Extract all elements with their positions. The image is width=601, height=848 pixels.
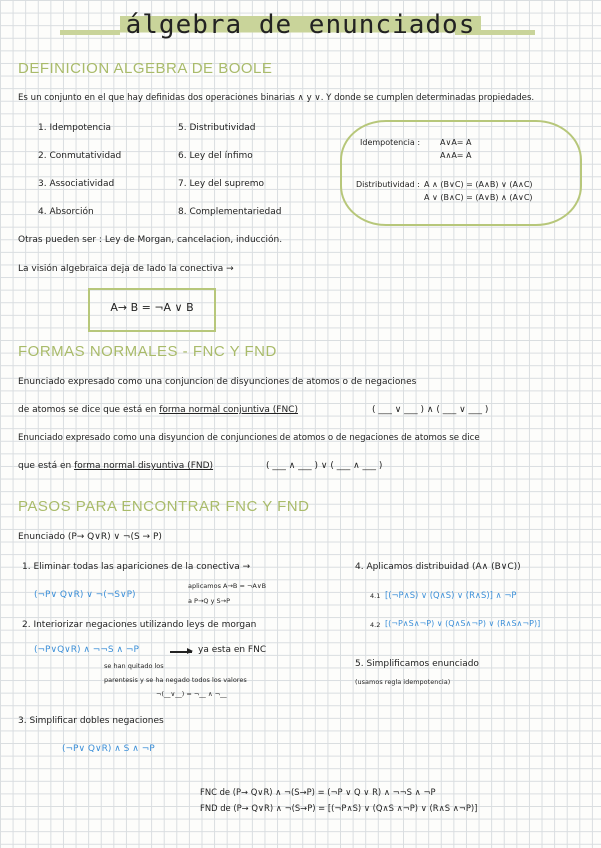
property-8: 8. Complementariedad — [178, 207, 282, 217]
property-5: 5. Distributividad — [178, 123, 256, 133]
fnc-definition-line-2 — [18, 405, 298, 415]
fnc-pattern: ( ___ ∨ ___ ) ∧ ( ___ ∨ ___ ) — [372, 405, 489, 415]
step-4-2-formula: [(¬P∧S∧¬P) ∨ (Q∧S∧¬P) ∨ (R∧S∧¬P)] — [385, 619, 541, 628]
step-4-1-label: 4.1 — [370, 592, 381, 600]
step-3-formula: (¬P∨ Q∨R) ∧ S ∧ ¬P — [62, 744, 155, 754]
implication-formula: A→ B = ¬A ∨ B — [110, 301, 194, 314]
step-1-formula: (¬P∨ Q∨R) ∨ ¬(¬S∨P) — [34, 590, 136, 600]
step-2-note-1: se han quitado los — [104, 662, 164, 670]
step-4-1-formula: [(¬P∧S) ∨ (Q∧S) ∨ (R∧S)] ∧ ¬P — [385, 590, 517, 600]
step-2-formula: (¬P∨Q∨R) ∧ ¬¬S ∧ ¬P — [34, 645, 139, 655]
section-header-pasos: PASOS PARA ENCONTRAR FNC Y FND — [18, 498, 310, 515]
distributividad-label: Distributividad : — [356, 180, 420, 189]
step-2-note-3: ¬(__∨__) = ¬__ ∧ ¬__ — [156, 690, 227, 698]
step-3-text: 3. Simplificar dobles negaciones — [18, 716, 164, 726]
property-1: 1. Idempotencia — [38, 123, 112, 133]
property-4: 4. Absorción — [38, 207, 94, 217]
step-5-text: 5. Simplificamos enunciado — [355, 659, 479, 669]
page-title: álgebra de enunciados — [0, 10, 601, 40]
property-2: 2. Conmutatividad — [38, 151, 122, 161]
algebraic-vision-text: La visión algebraica deja de lado la conectiva → — [18, 264, 234, 274]
step-1-note-2: a P→Q y S→P — [188, 597, 231, 605]
distributividad-rule-1: A ∧ (B∨C) = (A∧B) ∨ (A∧C) — [424, 180, 533, 189]
boole-intro-text: Es un conjunto en el que hay definidas dos operaciones binarias ∧ y ∨. Y donde se cumplen determinadas propiedades. — [18, 93, 535, 103]
example-enunciado: Enunciado (P→ Q∨R) ∨ ¬(S → P) — [18, 532, 162, 542]
fnd-result: FND de (P→ Q∨R) ∧ ¬(S→P) = [(¬P∧S) ∨ (Q∧S ∧¬P) ∨ (R∧S ∧¬P)] — [200, 803, 478, 813]
properties-cloud — [340, 120, 582, 226]
step-2-result: ya esta en FNC — [198, 645, 267, 655]
other-properties-text: Otras pueden ser : Ley de Morgan, cancelacion, inducción. — [18, 235, 283, 245]
property-3: 3. Associatividad — [38, 179, 115, 189]
idempotencia-label: Idempotencia : — [360, 138, 421, 147]
step-2-text: 2. Interiorizar negaciones utilizando leys de morgan — [22, 620, 257, 630]
fnc-term: forma normal conjuntiva (FNC) — [159, 405, 298, 415]
section-header-boole: DEFINICION ALGEBRA DE BOOLE — [18, 60, 273, 77]
fnd-definition-line-1: Enunciado expresado como una disyuncion de conjunciones de atomos o de negaciones de atomos se dice — [18, 433, 480, 443]
fnd-definition-prefix: que está en — [18, 461, 72, 471]
step-4-text: 4. Aplicamos distribuidad (A∧ (B∨C)) — [355, 562, 521, 572]
section-header-formas-normales: FORMAS NORMALES - FNC Y FND — [18, 343, 277, 360]
step-2-note-2: parentesis y se ha negado todos los valores — [104, 676, 247, 684]
fnc-definition-line-1: Enunciado expresado como una conjuncion de disyunciones de atomos o de negaciones — [18, 377, 417, 387]
property-7: 7. Ley del supremo — [178, 179, 265, 189]
fnc-definition-prefix: de atomos se dice que está en — [18, 405, 157, 415]
idempotencia-rule-2: A∧A= A — [440, 151, 472, 160]
fnd-definition-line-2 — [18, 461, 213, 471]
step-4-2-label: 4.2 — [370, 621, 381, 629]
step-1-note-1: aplicamos A→B = ¬A∨B — [188, 582, 267, 590]
step-5-note: (usamos regla idempotencia) — [355, 678, 451, 686]
property-6: 6. Ley del ínfimo — [178, 151, 253, 161]
step-2-arrow — [170, 651, 192, 653]
step-1-text: 1. Eliminar todas las apariciones de la conectiva → — [22, 562, 251, 572]
distributividad-rule-2: A ∨ (B∧C) = (A∨B) ∧ (A∨C) — [424, 193, 533, 202]
fnd-term: forma normal disyuntiva (FND) — [74, 461, 214, 471]
fnd-pattern: ( ___ ∧ ___ ) ∨ ( ___ ∧ ___ ) — [266, 461, 383, 471]
idempotencia-rule-1: A∨A= A — [440, 138, 472, 147]
fnc-result: FNC de (P→ Q∨R) ∧ ¬(S→P) = (¬P ∨ Q ∨ R) ∧ ¬¬S ∧ ¬P — [200, 787, 436, 797]
